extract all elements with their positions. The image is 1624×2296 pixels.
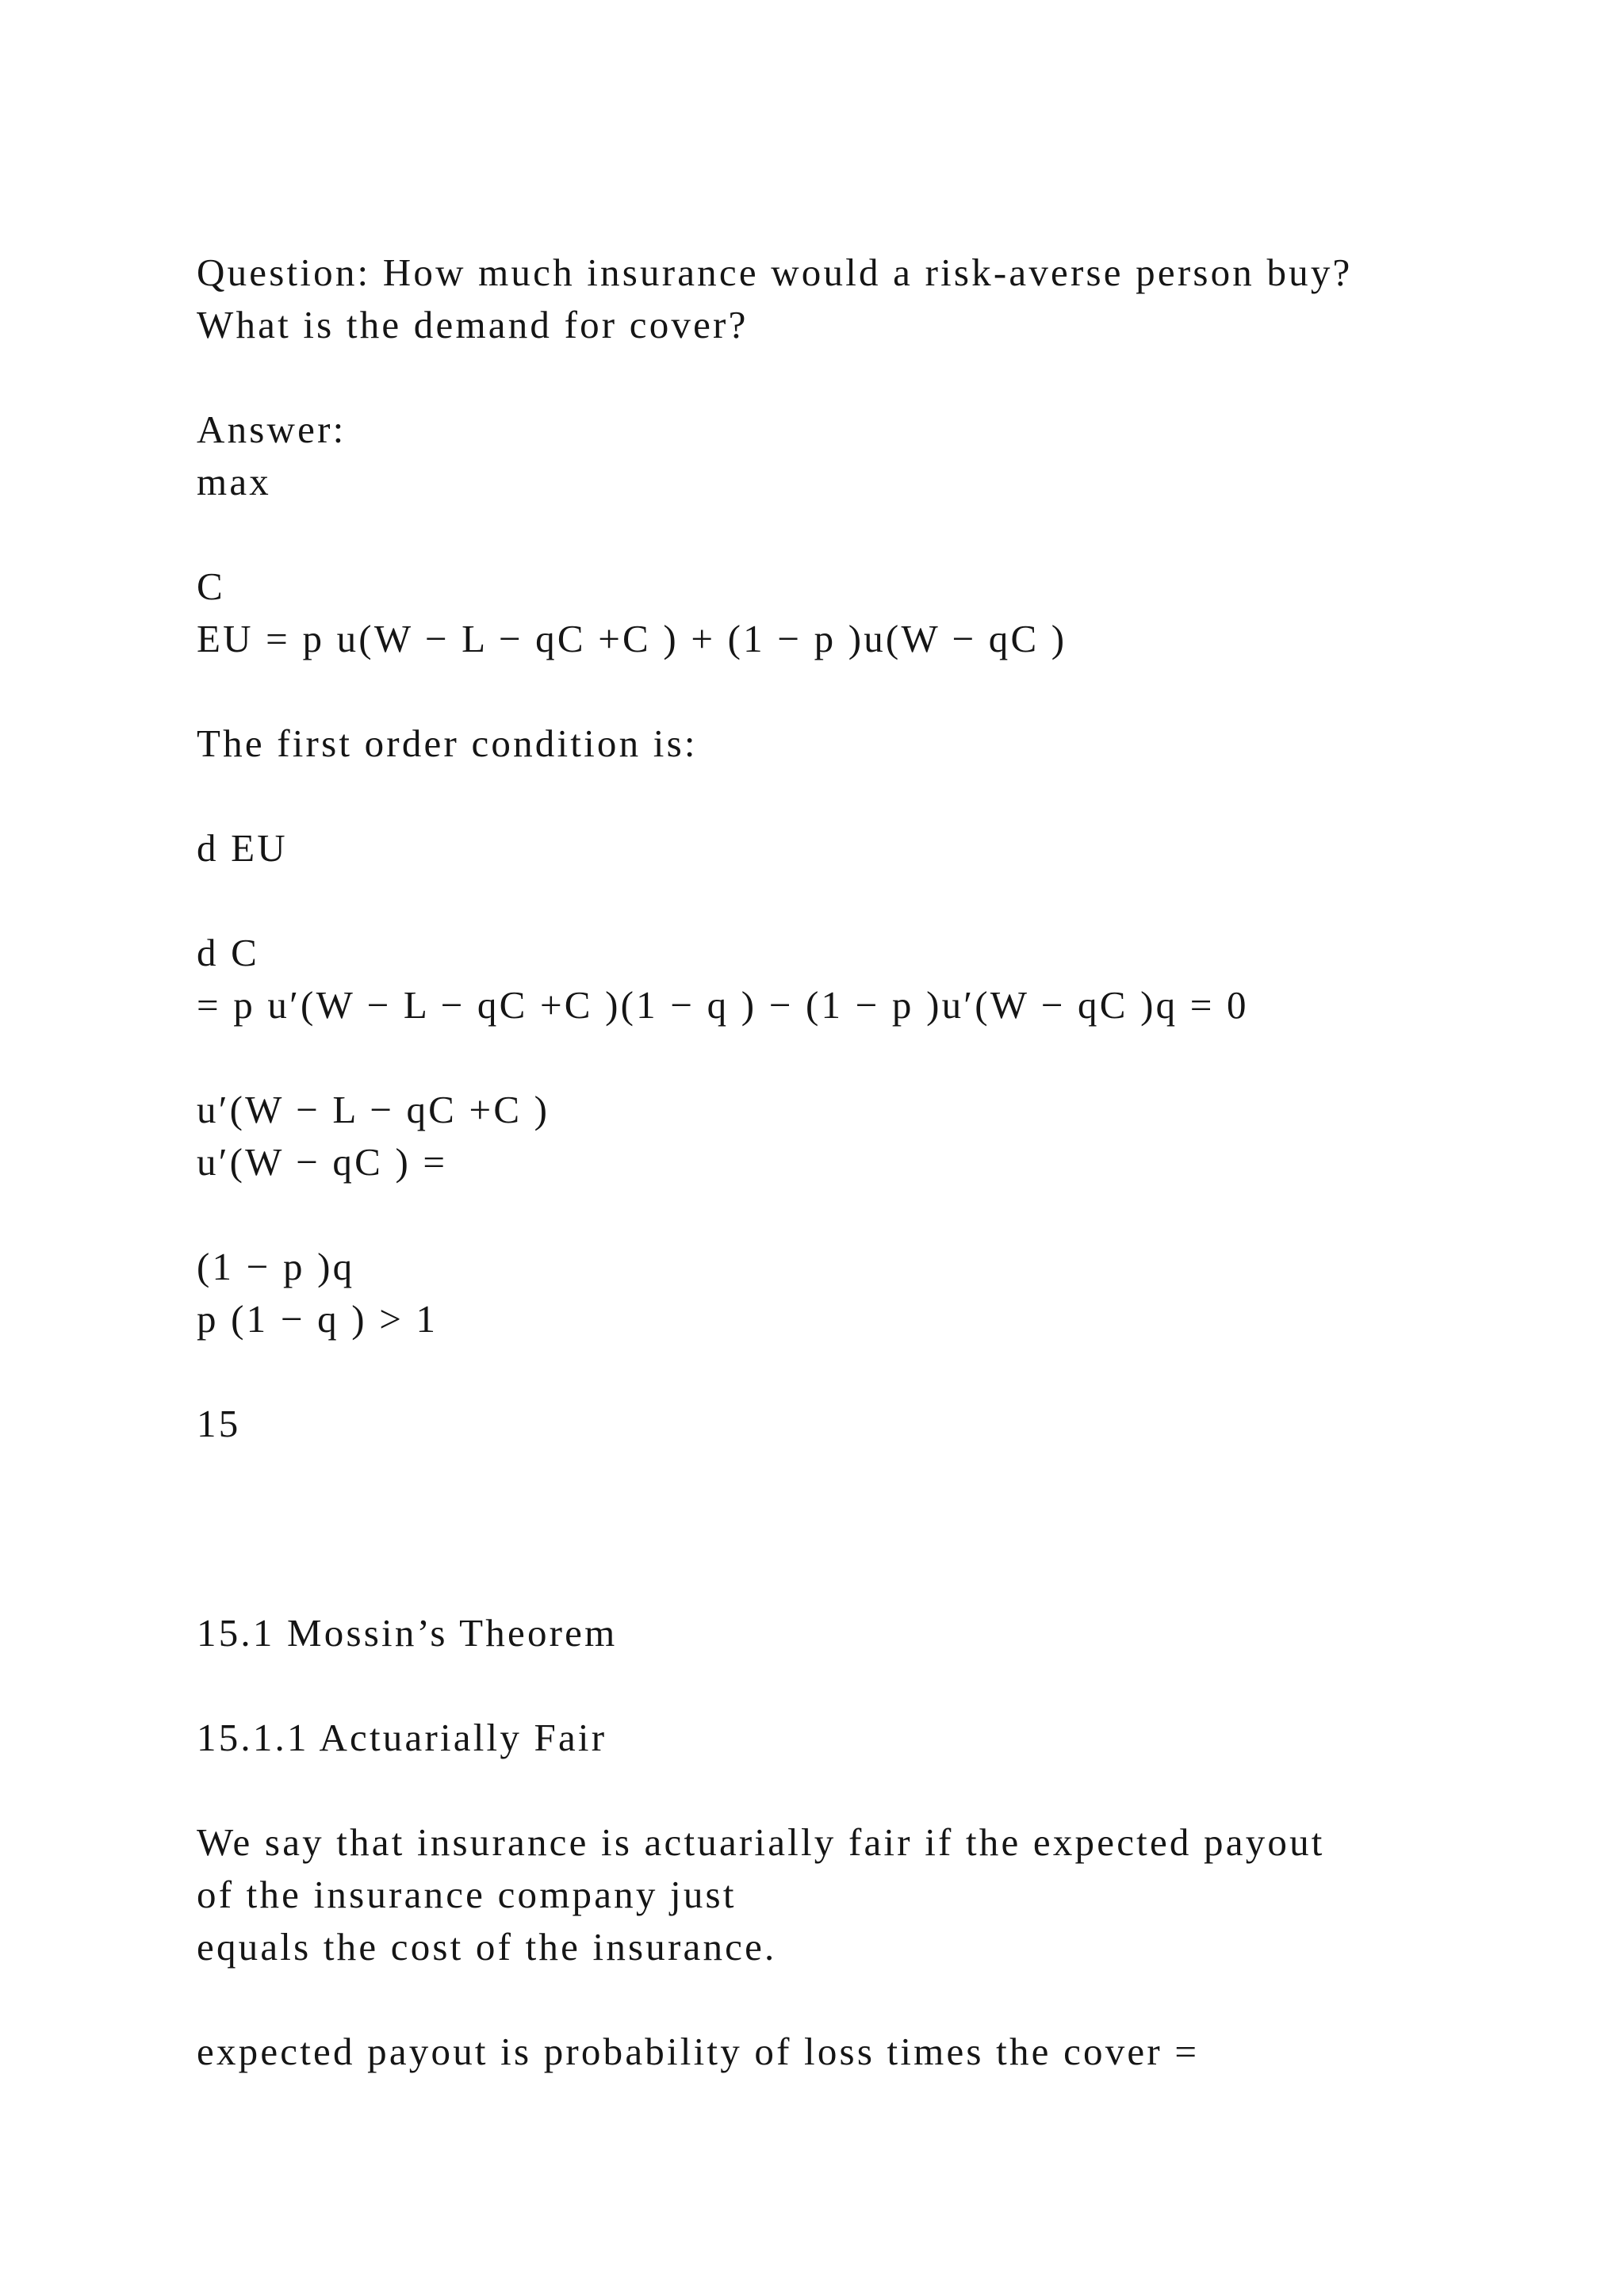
expected-utility-equation: EU = p u(W − L − qC +C ) + (1 − p )u(W − qC ) [197,617,1067,660]
rhs-denominator: p (1 − q ) > 1 [197,1297,439,1341]
answer-label: Answer: [197,408,347,451]
paragraph-line-1: We say that insurance is actuarially fair if the expected payout [197,1820,1325,1864]
marginal-utility-ratio-denominator: u′(W − qC ) = [197,1140,448,1184]
question-line-2: What is the demand for cover? [197,303,749,346]
max-label: max [197,460,271,503]
final-line: expected payout is probability of loss times the cover = [197,2030,1200,2073]
subscript-c: C [197,564,225,608]
derivative-denominator: d C [197,931,260,974]
first-order-condition-equation: = p u′(W − L − qC +C )(1 − q ) − (1 − p )u′(W − qC )q = 0 [197,983,1249,1027]
subsection-heading: 15.1.1 Actuarially Fair [197,1716,607,1759]
paragraph-line-3: equals the cost of the insurance. [197,1925,777,1969]
paragraph-line-2: of the insurance company just [197,1873,737,1916]
derivative-numerator: d EU [197,826,288,870]
first-order-condition-intro: The first order condition is: [197,721,698,765]
page-number: 15 [197,1402,241,1445]
rhs-numerator: (1 − p )q [197,1245,355,1288]
question-line-1: Question: How much insurance would a risk-averse person buy? [197,251,1353,294]
section-heading: 15.1 Mossin’s Theorem [197,1611,618,1655]
marginal-utility-ratio-numerator: u′(W − L − qC +C ) [197,1088,550,1131]
